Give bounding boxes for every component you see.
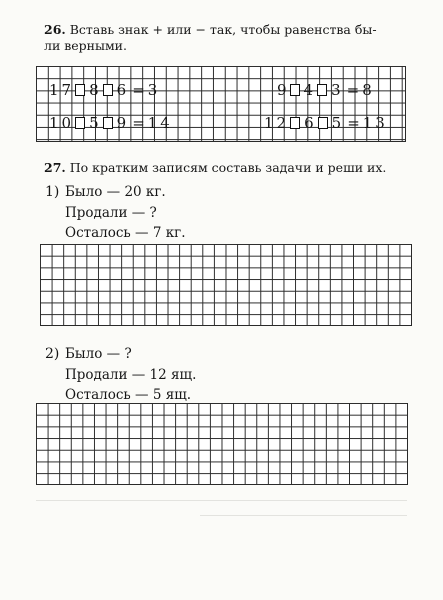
expr-2-slot-1[interactable] — [290, 84, 300, 96]
task-26-number: 26. — [44, 22, 66, 37]
expr-1-eq: = — [132, 81, 145, 99]
expr-4-eq: = — [347, 114, 360, 132]
task-26-text-line1: Вставь знак + или − так, чтобы равенства бы- — [69, 22, 377, 37]
expr-2-b: 4 — [303, 81, 314, 99]
problem-2-label: 2) — [45, 346, 60, 362]
task-26-text-line2: ли верными. — [44, 38, 127, 53]
expr-1-a: 17 — [49, 81, 75, 99]
problem-2-line-1: Было — ? — [65, 346, 132, 362]
expression-1 — [49, 81, 157, 99]
expr-1-b: 8 — [89, 81, 99, 99]
expr-2-eq: = — [346, 81, 360, 99]
expr-3-slot-1[interactable] — [75, 117, 85, 129]
expr-4-c: 5 — [331, 114, 342, 132]
task-26-heading — [44, 22, 424, 54]
expression-3 — [49, 114, 173, 132]
expr-3-eq: = — [132, 114, 145, 132]
expr-3-a: 10 — [49, 114, 75, 132]
task-27-number: 27. — [44, 160, 66, 175]
expr-3-slot-2[interactable] — [103, 117, 113, 129]
expr-4-a: 12 — [264, 114, 290, 132]
expr-1-r: 3 — [147, 81, 158, 99]
expr-2-a: 9 — [277, 81, 287, 99]
expr-4-slot-1[interactable] — [290, 117, 300, 129]
problem-1-label: 1) — [45, 184, 60, 200]
expr-1-slot-2[interactable] — [103, 84, 113, 96]
expr-1-slot-1[interactable] — [75, 84, 85, 96]
expr-4-r: 13 — [362, 114, 388, 132]
expression-4 — [264, 114, 388, 132]
expr-4-slot-2[interactable] — [318, 117, 328, 129]
expr-3-c: 9 — [116, 114, 127, 132]
expr-3-r: 14 — [147, 114, 173, 132]
expr-2-slot-2[interactable] — [317, 84, 327, 96]
task-27-heading — [44, 160, 424, 176]
problem-1-line-3: Осталось — 7 кг. — [65, 225, 186, 241]
problem-2-line-2: Продали — 12 ящ. — [65, 367, 197, 383]
expr-4-b: 6 — [304, 114, 314, 132]
problem-2-answer-grid[interactable] — [36, 403, 408, 485]
bleed-through-line — [36, 500, 407, 501]
expr-2-r: 8 — [362, 81, 372, 99]
expression-2 — [277, 81, 372, 99]
expr-1-c: 6 — [116, 81, 127, 99]
expr-3-b: 5 — [89, 114, 99, 132]
problem-1-line-1: Было — 20 кг. — [65, 184, 166, 200]
problem-2-line-3: Осталось — 5 ящ. — [65, 387, 192, 403]
expr-2-c: 3 — [331, 81, 341, 99]
bleed-through-line — [200, 515, 407, 516]
task-27-text: По кратким записям составь задачи и реши их. — [69, 160, 387, 175]
problem-1-answer-grid[interactable] — [40, 244, 412, 326]
problem-1-line-2: Продали — ? — [65, 205, 157, 221]
